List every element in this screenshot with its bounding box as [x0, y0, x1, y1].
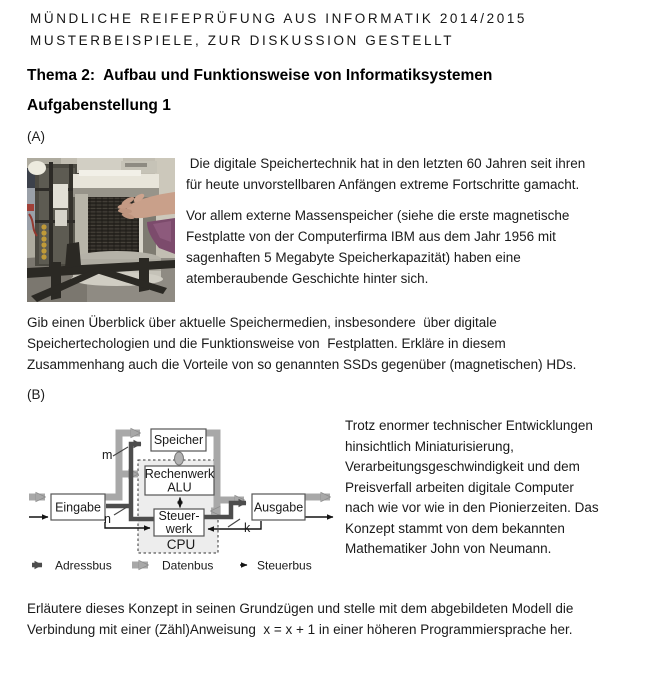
eingabe-label: Eingabe: [55, 500, 101, 515]
bus-label-k: k: [244, 521, 251, 535]
task-b-line: Erläutere dieses Konzept in seinen Grundzügen und stelle mit dem abgebildeten Modell die: [27, 601, 574, 616]
legend-steuerbus-label: Steuerbus: [257, 558, 312, 573]
para-a2-line: atemberaubende Geschichte hinter sich.: [186, 271, 429, 286]
task-a-line: Zusammenhang auch die Vorteile von so genannten SSDs gegenüber (magnetischen) HDs.: [27, 357, 577, 372]
para-b-line: Preisverfall arbeiten digitale Computer: [345, 479, 574, 495]
legend-adressbus-label: Adressbus: [55, 558, 112, 573]
para-a2-line: Vor allem externe Massenspeicher (siehe die erste magnetische: [186, 208, 570, 223]
task-a-line: Speichertechologien und die Funktionsweise von Festplatten. Erkläre in diesem: [27, 336, 506, 351]
para-b-line: hinsichtlich Miniaturisierung,: [345, 438, 514, 454]
para-a2-line: Festplatte von der Computerfirma IBM aus dem Jahr 1956 mit: [186, 229, 556, 244]
rechenwerk-label: Rechenwerk: [144, 467, 215, 481]
alu-label: ALU: [167, 480, 192, 495]
bus-label-n: n: [104, 512, 111, 526]
section-a-text: [186, 153, 585, 289]
steuerwerk-label-1: Steuer-: [158, 509, 200, 523]
para-b-line: Trotz enormer technischer Entwicklungen: [345, 418, 593, 433]
section-a-task: [27, 312, 576, 375]
section-b-label: (B): [27, 387, 45, 402]
section-a-label: (A): [27, 129, 45, 144]
para-a1-line: Die digitale Speichertechnik hat in den letzten 60 Jahren seit ihren: [186, 156, 586, 171]
document-header: [30, 8, 527, 52]
header-line-1: MÜNDLICHE REIFEPRÜFUNG AUS INFORMATIK 2014/2015: [30, 11, 528, 26]
steuerwerk-label-2: werk: [165, 522, 193, 536]
aufgabenstellung-subtitle: Aufgabenstellung 1: [27, 97, 171, 114]
header-line-2: MUSTERBEISPIELE, ZUR DISKUSSION GESTELLT: [30, 33, 455, 48]
para-a2-line: sagenhaften 5 Megabyte Speicherkapazität) haben eine: [186, 250, 521, 265]
section-b-text: [345, 416, 599, 560]
bus-label-m: m: [102, 448, 113, 462]
cpu-label: CPU: [166, 537, 196, 552]
thema-title-block: [27, 61, 492, 121]
para-b-line: Mathematiker John von Neumann.: [345, 541, 552, 556]
task-b-line: Verbindung mit einer (Zähl)Anweisung x = x + 1 in einer höheren Programmiersprache her.: [27, 622, 573, 637]
speicher-label: Speicher: [153, 433, 204, 447]
para-b-line: Verarbeitungsgeschwindigkeit und dem: [345, 459, 580, 474]
section-b-task: [27, 598, 573, 640]
ibm-festplatte-photo: [27, 158, 175, 302]
thema-title: Thema 2: Aufbau und Funktionsweise von Informatiksystemen: [27, 67, 493, 84]
diagram-legend: [32, 559, 312, 573]
speicher-alu-connector: [175, 452, 184, 465]
legend-datenbus-label: Datenbus: [162, 558, 214, 573]
para-b-line: nach wie vor wie in den Pionierzeiten. Das: [345, 500, 599, 515]
von-neumann-diagram: [28, 423, 338, 578]
ausgabe-label: Ausgabe: [253, 500, 304, 515]
para-b-line: Konzept stammt von dem bekannten: [345, 520, 565, 536]
task-a-line: Gib einen Überblick über aktuelle Speichermedien, insbesondere über digitale: [27, 315, 497, 330]
para-a1-line: für heute unvorstellbaren Anfängen extreme Fortschritte gamacht.: [186, 177, 580, 192]
